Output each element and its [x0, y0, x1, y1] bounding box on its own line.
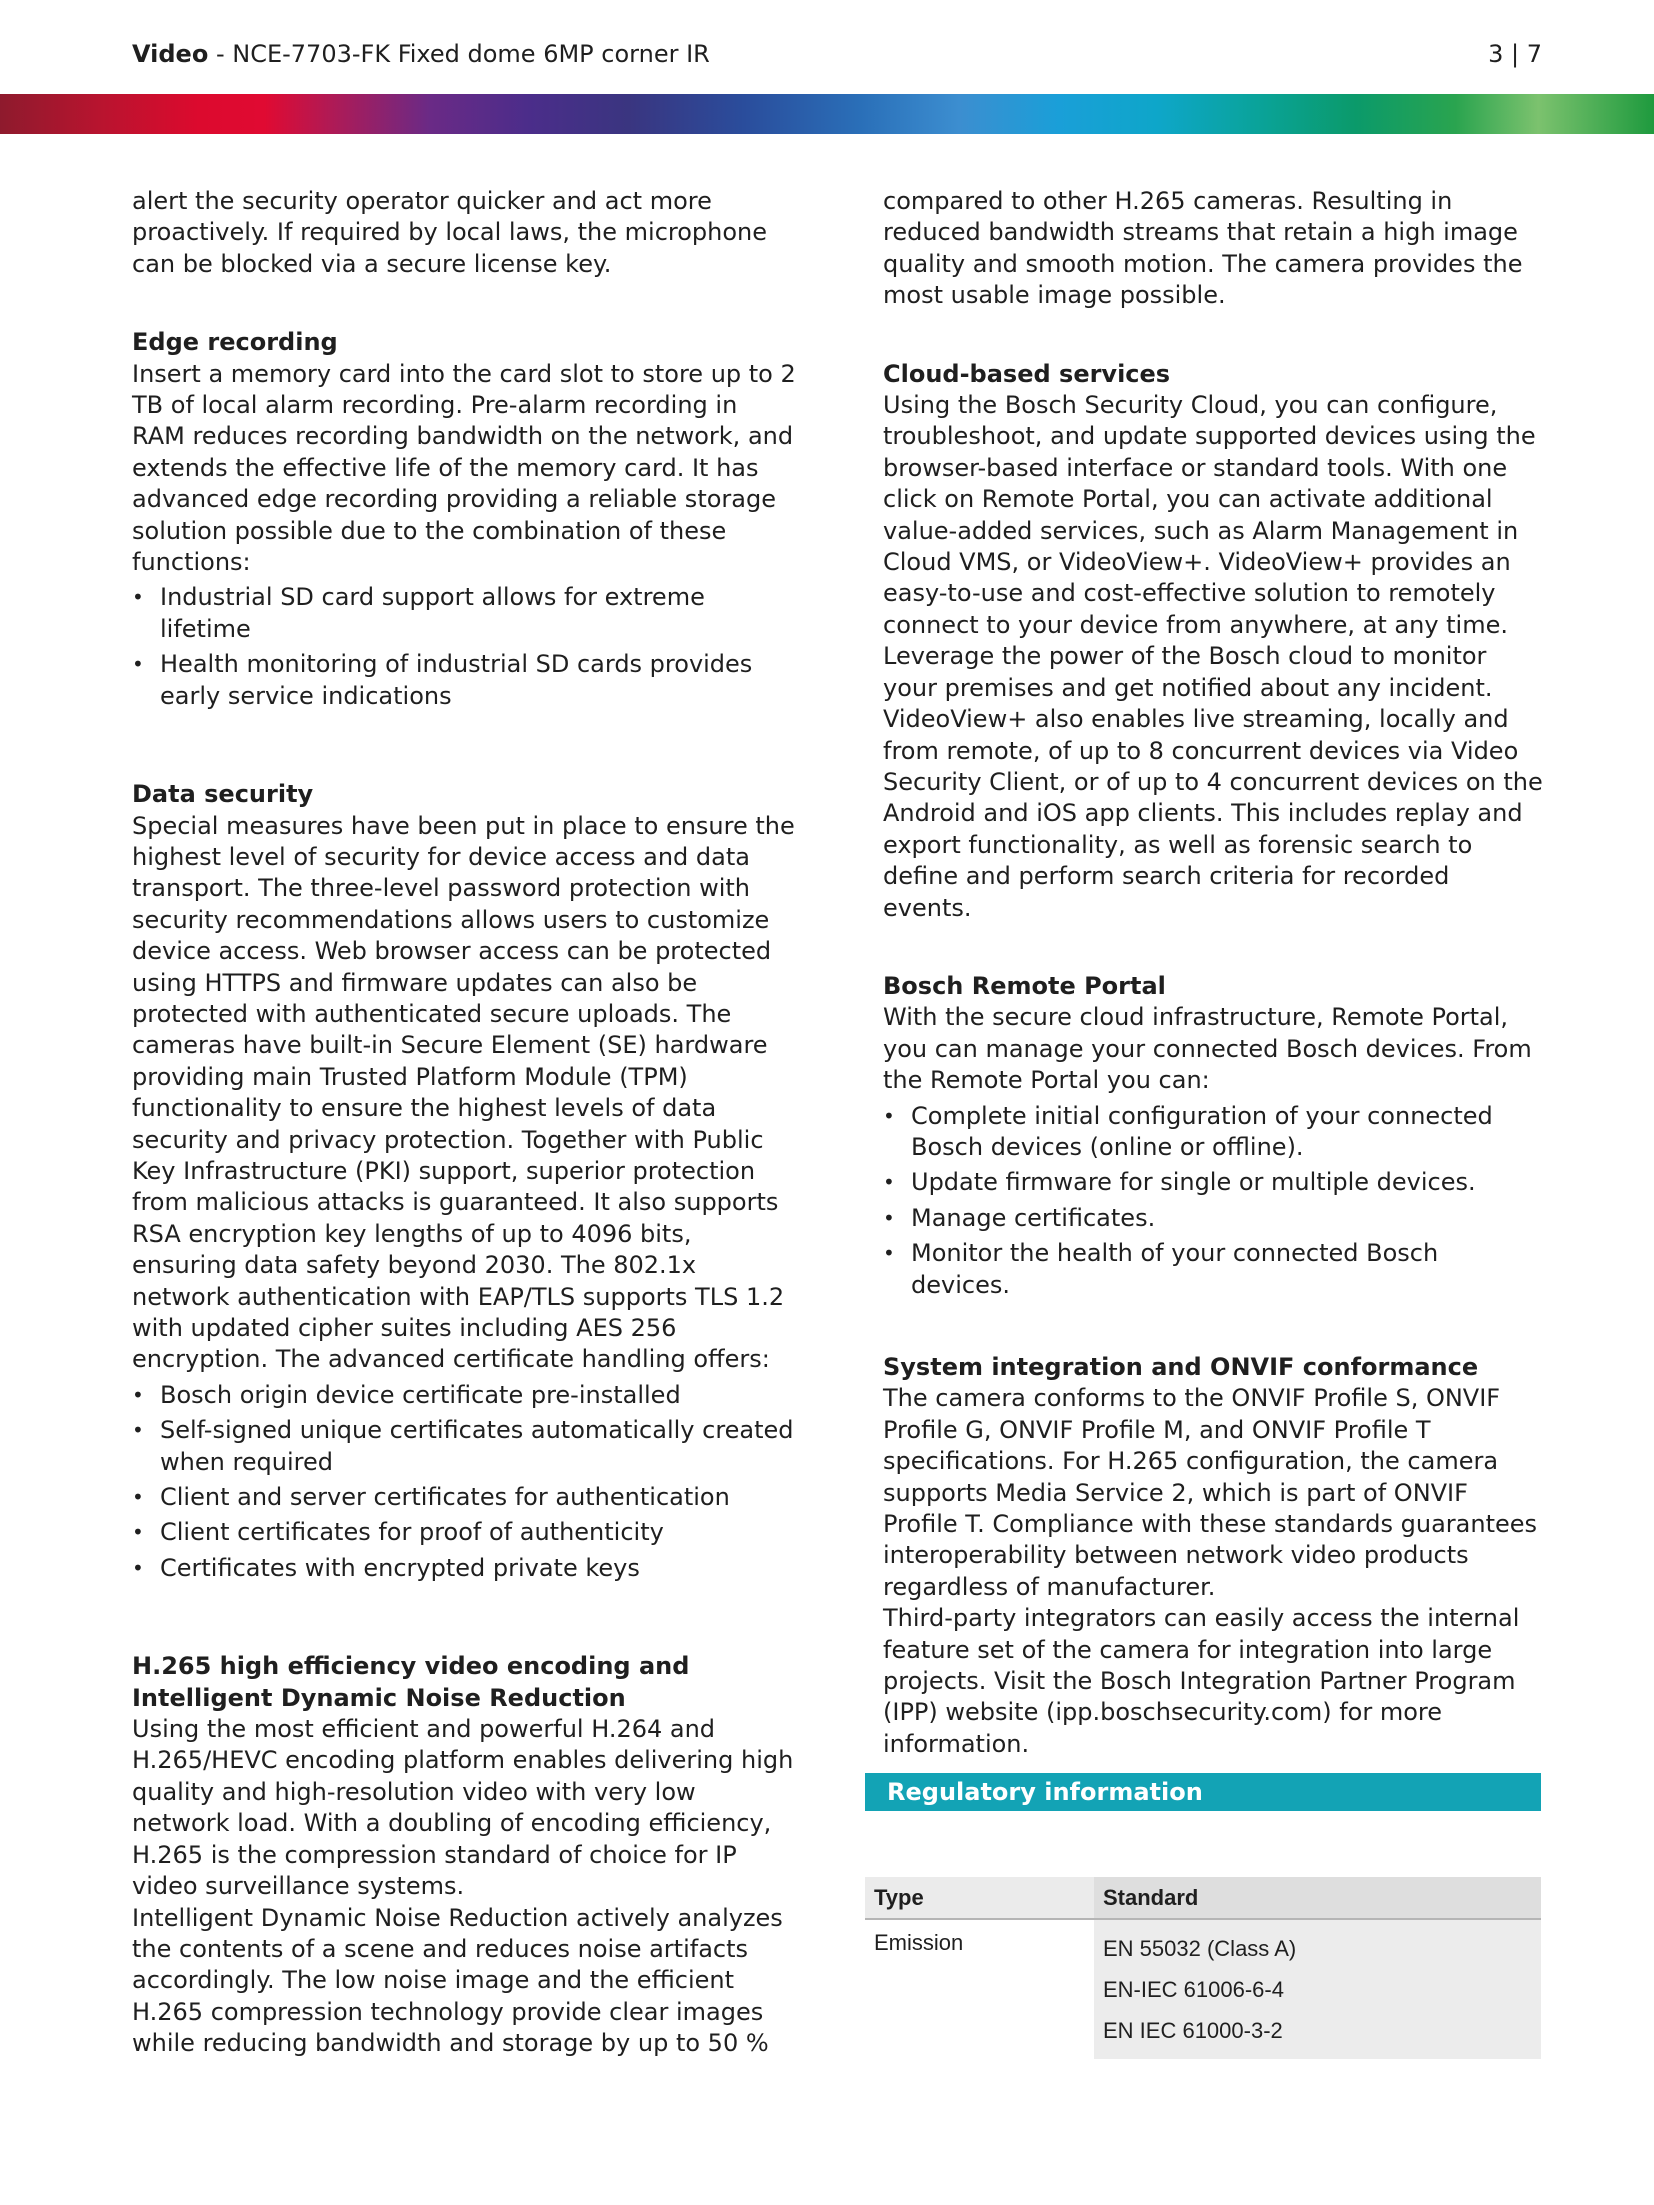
integration-body: Third-party integrators can easily access the internal feature set of the camera for integration into large projects. Visit the Bosch Integration Partner Program (IPP) website (ipp.boschsecurity.com) for more information.: [883, 1604, 1520, 1758]
standard-cell: [1094, 1920, 1541, 2059]
list-item: • Health monitoring of industrial SD cards provides early service indications: [132, 649, 797, 712]
continued-paragraph: compared to other H.265 cameras. Resulting in reduced bandwidth streams that retain a high image quality and smooth motion. The camera provides the most usable image possible.: [883, 187, 1523, 310]
regulatory-table: [865, 1877, 1541, 2059]
remote-portal-body: With the secure cloud infrastructure, Remote Portal, you can manage your connected Bosch devices. From the Remote Portal you can:: [883, 1003, 1532, 1095]
standard-value: EN 55032 (Class A): [1103, 1936, 1297, 1961]
type-cell: Emission: [874, 1930, 964, 1955]
brand-color-band: [0, 94, 1654, 134]
column-header-standard: Standard: [1094, 1877, 1541, 1918]
data-security-body: Special measures have been put in place to ensure the highest level of security for device access and data transport. The three-level password protection with security recommendations allows users to customize device access. Web browser access can be protected using HTTPS and firmware updates can also be protected with authenticated secure uploads. The cameras have built-in Secure Element (SE) hardware providing main Trusted Platform Module (TPM) functionality to ensure the highest levels of data security and privacy protection. Together with Public Key Infrastructure (PKI) support, superior protection from malicious attacks is guaranteed. It also supports RSA encryption key lengths of up to 4096 bits, ensuring data safety beyond 2030. The 802.1x network authentication with EAP/TLS supports TLS 1.2 with updated cipher suites including AES 256 encryption. The advanced certificate handling offers:: [132, 811, 795, 1374]
cloud-services-body: Using the Bosch Security Cloud, you can configure, troubleshoot, and update supported devices using the browser-based interface or standard tools. With one click on Remote Portal, you can activate additional value-added services, such as Alarm Management in Cloud VMS, or VideoView+. VideoView+ provides an easy-to-use and cost-effective solution to remotely connect to your device from anywhere, at any time. Leverage the power of the Bosch cloud to monitor your premises and get notified about any incident. VideoView+ also enables live streaming, locally and from remote, of up to 8 concurrent devices via Video Security Client, or of up to 4 concurrent devices on the Android and iOS app clients. This includes replay and export functionality, as well as forensic search to define and perform search criteria for recorded events.: [883, 391, 1543, 922]
page-number: 3 | 7: [1488, 40, 1542, 68]
certificate-list: [132, 1380, 797, 1584]
list-item: • Certificates with encrypted private keys: [132, 1553, 797, 1584]
standard-value: EN-IEC 61006-6-4: [1103, 1977, 1284, 2002]
list-item: • Monitor the health of your connected Bosch devices.: [883, 1238, 1543, 1301]
intro-paragraph: alert the security operator quicker and act more proactively. If required by local laws, the microphone can be blocked via a secure license key.: [132, 187, 768, 278]
h265-body: Using the most efficient and powerful H.264 and H.265/HEVC encoding platform enables delivering high quality and high-resolution video with very low network load. With a doubling of encoding efficiency, H.265 is the compression standard of choice for IP video surveillance systems.: [132, 1715, 794, 1901]
list-item: • Complete initial configuration of your connected Bosch devices (online or offline).: [883, 1101, 1543, 1164]
regulatory-section-title: Regulatory information: [865, 1773, 1541, 1811]
page-header: [132, 36, 1542, 76]
edge-recording-heading: Edge recording: [132, 328, 338, 357]
table-header-row: [865, 1877, 1541, 1920]
document-title: [132, 36, 710, 72]
cloud-services-heading: Cloud-based services: [883, 359, 1171, 388]
idnr-body: Intelligent Dynamic Noise Reduction actively analyzes the contents of a scene and reduces noise artifacts accordingly. The low noise image and the efficient H.265 compression technology provide clear images while reducing bandwidth and storage by up to 50 %: [132, 1903, 783, 2058]
list-item: • Manage certificates.: [883, 1203, 1543, 1234]
onvif-heading: System integration and ONVIF conformance: [883, 1353, 1479, 1381]
h265-heading: H.265 high efficiency video encoding and Intelligent Dynamic Noise Reduction: [132, 1652, 690, 1712]
edge-recording-body: Insert a memory card into the card slot to store up to 2 TB of local alarm recording. Pre-alarm recording in RAM reduces recording bandwidth on the network, and extends the effective life of the memory card. It has advanced edge recording providing a reliable storage solution possible due to the combination of these functions:: [132, 359, 796, 577]
edge-recording-list: [132, 582, 797, 712]
data-security-heading: Data security: [132, 780, 314, 809]
standard-value: EN IEC 61000-3-2: [1103, 2018, 1283, 2043]
list-item: • Update firmware for single or multiple devices.: [883, 1167, 1543, 1198]
right-column: [883, 186, 1543, 1760]
onvif-body: The camera conforms to the ONVIF Profile S, ONVIF Profile G, ONVIF Profile M, and ONVIF Profile T specifications. For H.265 configuration, the camera supports Media Service 2, which is part of ONVIF Profile T. Compliance with these standards guarantees interoperability between network video products regardless of manufacturer.: [883, 1384, 1538, 1601]
remote-portal-heading: Bosch Remote Portal: [883, 971, 1166, 1000]
remote-portal-list: [883, 1101, 1543, 1301]
document-category: Video: [132, 40, 209, 68]
list-item: • Client and server certificates for authentication: [132, 1482, 797, 1513]
list-item: • Bosch origin device certificate pre-installed: [132, 1380, 797, 1411]
document-product-name: - NCE-7703-FK Fixed dome 6MP corner IR: [208, 40, 710, 68]
column-header-type: Type: [865, 1877, 1094, 1918]
list-item: • Self-signed unique certificates automatically created when required: [132, 1415, 797, 1478]
table-row: [865, 1920, 1541, 2059]
left-column: [132, 186, 797, 2060]
list-item: • Industrial SD card support allows for extreme lifetime: [132, 582, 797, 645]
list-item: • Client certificates for proof of authenticity: [132, 1517, 797, 1548]
